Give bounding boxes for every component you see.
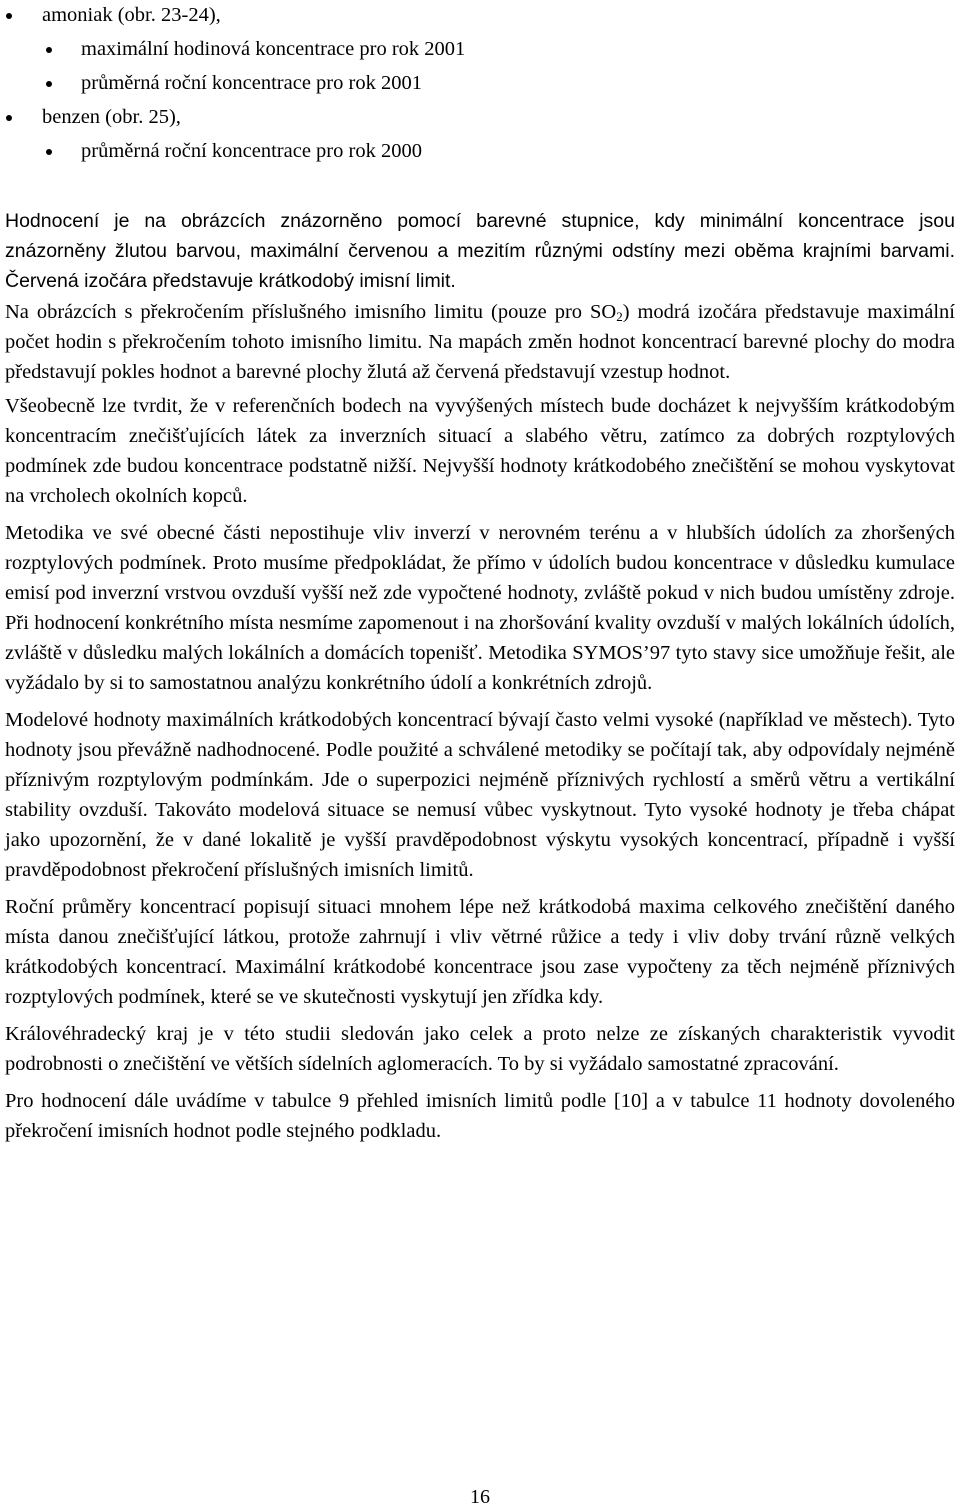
- paragraph-text: Na obrázcích s překročením příslušného imisního limitu (pouze pro SO: [5, 301, 617, 323]
- bullet-item: [0, 0, 960, 32]
- paragraph-text: Proto musíme předpokládat, že přímo v údolích budou koncentrace v důsledku kumulace emisí pod inverzní vrstvou ovzduší vyšší než zde vypočtené hodnoty, zvláště pokud v nich budou umístěny zdroje.: [5, 552, 956, 604]
- bullet-dot-icon: [6, 13, 12, 19]
- paragraph-region: [5, 1019, 955, 1079]
- page-number: 16: [470, 1486, 490, 1508]
- paragraph-methodology: [5, 518, 955, 698]
- bullet-dot-icon: [46, 47, 52, 53]
- paragraph-text: Metodika ve své obecné části nepostihuje vliv inverzí v nerovném terénu a v hlubších údolích za zhoršených rozptylových podmínek.: [5, 522, 955, 574]
- sub-bullet-item: [0, 66, 960, 100]
- paragraph-tables: [5, 1086, 955, 1146]
- paragraph-text: Hodnocení je na obrázcích znázorněno pomocí barevné stupnice, kdy minimální koncentrace jsou znázorněny žlutou barvou, maximální červenou a mezitím různými odstíny mezi oběma krajními barvami. Červená izočára představuje krátkodobý imisní limit.: [5, 210, 955, 292]
- paragraph-text: Při hodnocení konkrétního místa nesmíme zapomenout i na zhoršování kvality ovzduší v malých lokálních údolích, zvláště v důsledku malých lokálních a domácích topenišť.: [5, 612, 955, 664]
- paragraph-color-scale: [5, 206, 955, 296]
- paragraph-text: Modelové hodnoty maximálních krátkodobých koncentrací bývají často velmi vysoké (například ve městech).: [5, 709, 913, 731]
- paragraph-text: Nejvyšší hodnoty krátkodobého znečištění se mohou vyskytovat na vrcholech okolních kopců.: [5, 455, 955, 507]
- paragraph-annual-averages: [5, 892, 955, 1012]
- paragraph-text: Všeobecně lze tvrdit, že v referenčních bodech na vyvýšených místech bude docházet k nejvyšším krátkodobým koncentracím znečišťujících látek za inverzních situací a slabého větru, zatímco za dobrých rozptylových podmínek zde budou koncentrace podstatně nižší.: [5, 395, 955, 477]
- paragraph-isolines: [5, 297, 955, 387]
- paragraph-model-values: [5, 705, 955, 885]
- bullet-text: benzen (obr. 25),: [42, 106, 181, 128]
- bullet-text: amoniak (obr. 23-24),: [42, 4, 221, 26]
- bullet-dot-icon: [46, 81, 52, 87]
- sub-bullet-text: maximální hodinová koncentrace pro rok 2001: [81, 38, 466, 60]
- sub-bullet-item: [0, 32, 960, 66]
- paragraph-text: Na mapách změn hodnot koncentrací barevné plochy do modra představují pokles hodnot a barevné plochy žlutá až červená představují vzestup hodnot.: [5, 331, 955, 383]
- paragraph-text: Roční průměry koncentrací popisují situaci mnohem lépe než krátkodobá maxima celkového znečištění daného místa danou znečišťující látkou, protože zahrnují i vliv větrné růžice a tedy i vliv doby trvání různě velkých krátkodobých koncentrací. Maximální krátkodobé koncentrace jsou zase vypočteny za těch nejméně příznivých rozptylových podmínek, které se ve skutečnosti vyskytují jen zřídka kdy.: [5, 896, 955, 1008]
- bullet-dot-icon: [46, 149, 52, 155]
- bullet-list: [0, 0, 960, 168]
- paragraph-text: Metodika SYMOS’97 tyto stavy sice umožňuje řešit, ale vyžádalo by si to samostatnou analýzu konkrétního údolí a konkrétních zdrojů.: [5, 642, 956, 694]
- bullet-dot-icon: [6, 115, 12, 121]
- paragraph-text: Tyto hodnoty jsou převážně nadhodnocené. Podle použité a schválené metodiky se počítají tak, aby odpovídaly nejméně příznivým rozptylovým podmínkám. Jde o superpozici nejméně příznivých rychlostí a směrů větru a vertikální stability ovzduší. Takováto modelová situace se nemusí vůbec vyskytnout. Tyto vysoké hodnoty je třeba chápat jako upozornění, že v dané lokalitě je vyšší pravděpodobnost výskytu vysokých koncentrací, případně i vyšší pravděpodobnost překročení příslušných imisních limitů.: [5, 709, 955, 881]
- paragraph-text: Královéhradecký kraj je v této studii sledován jako celek a proto nelze ze získaných charakteristik vyvodit podrobnosti o znečištění ve větších sídelních aglomeracích. To by si vyžádalo samostatné zpracování.: [5, 1023, 955, 1075]
- paragraph-text: Pro hodnocení dále uvádíme v tabulce 9 přehled imisních limitů podle [10] a v tabulce 11 hodnoty dovoleného překročení imisních hodnot podle stejného podkladu.: [5, 1090, 955, 1142]
- sub-bullet-text: průměrná roční koncentrace pro rok 2000: [81, 140, 422, 162]
- sub-bullet-text: průměrná roční koncentrace pro rok 2001: [81, 72, 422, 94]
- paragraph-text: ) modrá izočára představuje maximální počet hodin s překročením tohoto imisního limitu.: [5, 301, 955, 353]
- paragraph-reference-points: [5, 391, 955, 511]
- sub-bullet-item: [0, 134, 960, 168]
- document-body: [5, 206, 955, 1153]
- bullet-item: [0, 100, 960, 134]
- subscript: 2: [616, 309, 623, 324]
